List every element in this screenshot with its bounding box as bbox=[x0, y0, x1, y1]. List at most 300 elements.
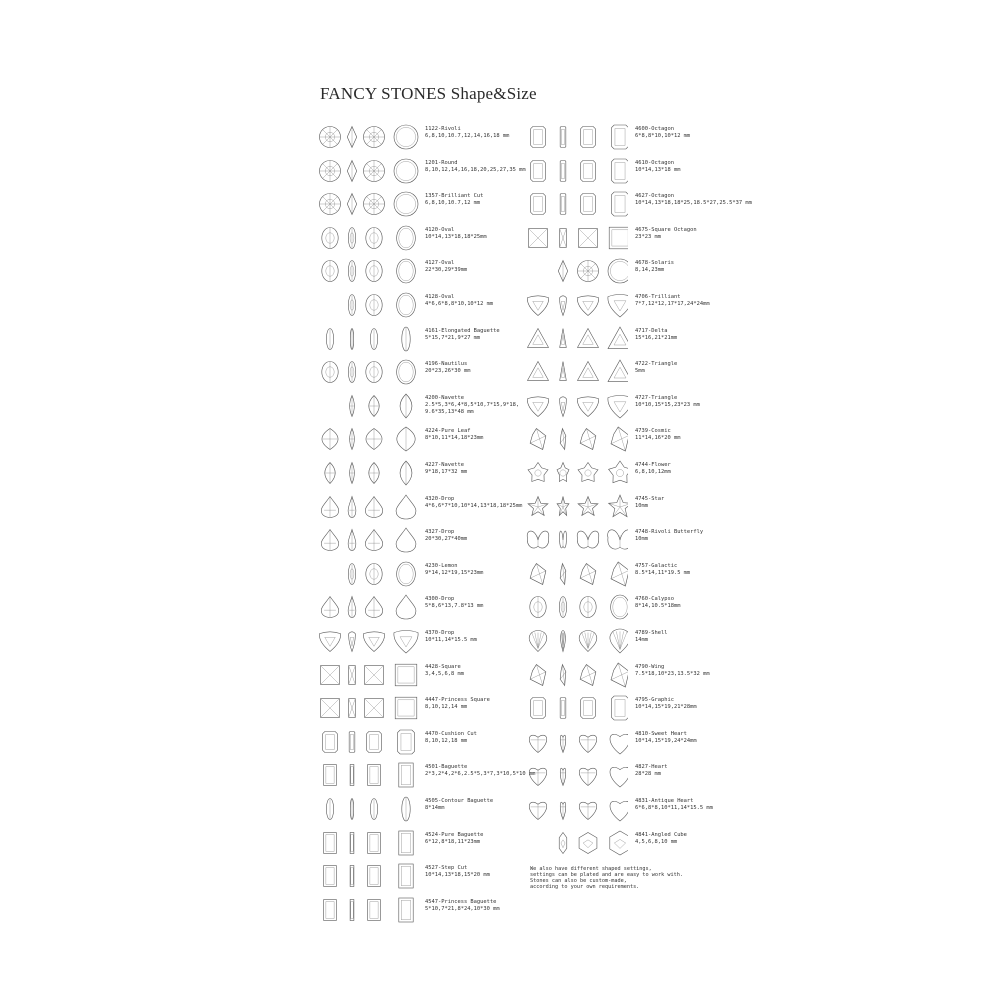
stone-code: 4227-Navette bbox=[425, 462, 464, 468]
stone-view bbox=[397, 226, 416, 250]
stone-label bbox=[635, 832, 687, 846]
stone-shape-icon bbox=[520, 122, 628, 152]
stone-shape-icon bbox=[314, 324, 422, 354]
stone-view bbox=[397, 360, 416, 384]
stone-view bbox=[530, 597, 546, 618]
stone-view bbox=[531, 127, 546, 148]
stone-sizes: 10*14,15*19,24*24mm bbox=[635, 737, 697, 744]
stone-label bbox=[425, 260, 467, 274]
stone-code: 4831-Antique Heart bbox=[635, 798, 694, 804]
stone-view bbox=[348, 597, 356, 618]
stone-view bbox=[530, 429, 546, 450]
stone-view bbox=[322, 227, 338, 248]
stone-view bbox=[610, 831, 628, 855]
stone-code: 4370-Drop bbox=[425, 630, 455, 636]
stone-view bbox=[350, 866, 354, 887]
stone-view bbox=[324, 832, 337, 853]
stone-view bbox=[529, 228, 548, 247]
stone-view bbox=[610, 768, 628, 788]
stone-view bbox=[348, 362, 355, 383]
stone-view bbox=[394, 159, 418, 183]
stone-code: 4428-Square bbox=[425, 663, 461, 670]
stone-sizes: 10*10,15*15,23*23 mm bbox=[635, 401, 700, 408]
stone-view bbox=[608, 395, 628, 418]
stone-view bbox=[322, 362, 338, 383]
stone-view bbox=[350, 899, 354, 920]
stone-view bbox=[350, 832, 354, 853]
stone-view bbox=[578, 362, 599, 381]
stone-label bbox=[425, 395, 519, 416]
stone-view bbox=[612, 192, 628, 216]
stone-view bbox=[559, 832, 567, 853]
stone-code: 4675-Square Octagon bbox=[635, 226, 697, 233]
stone-code: 4547-Princess Baguette bbox=[425, 898, 497, 905]
stone-view bbox=[577, 296, 598, 316]
stone-view bbox=[609, 495, 628, 517]
stone-code: 4230-Lemon bbox=[425, 562, 458, 569]
stone-label bbox=[425, 294, 493, 308]
stone-label bbox=[425, 328, 500, 342]
stone-view bbox=[560, 802, 566, 819]
stone-shape-icon bbox=[314, 223, 422, 253]
stone-sizes: 8,10,12,18 mm bbox=[425, 737, 468, 744]
stone-view bbox=[399, 763, 413, 787]
stone-sizes: 10*14,13*18,18*25,18.5*27,25.5*37 mm bbox=[635, 200, 752, 207]
note-line: according to your own requirements. bbox=[530, 884, 640, 890]
stone-sizes: 8,14,23mm bbox=[635, 267, 665, 274]
stone-sizes: 8.5*14,11*19.5 mm bbox=[635, 569, 691, 576]
stone-code: 4745-Star bbox=[635, 495, 665, 502]
stone-view bbox=[527, 531, 549, 548]
stone-code: 1357-Brilliant Cut bbox=[425, 193, 484, 200]
stone-view bbox=[528, 328, 549, 347]
stone-sizes: 5mm bbox=[635, 368, 645, 375]
stone-view bbox=[612, 696, 628, 720]
stone-view bbox=[581, 194, 596, 215]
stone-view bbox=[326, 799, 333, 820]
stone-sizes: 4,5,6,8,10 mm bbox=[635, 838, 678, 845]
stone-view bbox=[397, 259, 416, 283]
stone-view bbox=[369, 395, 379, 416]
stone-view bbox=[366, 227, 382, 248]
stone-label bbox=[635, 126, 690, 140]
stone-view bbox=[560, 735, 566, 752]
stone-view bbox=[560, 127, 566, 148]
stone-view bbox=[364, 194, 385, 215]
stone-view bbox=[320, 127, 341, 148]
stone-label bbox=[635, 697, 697, 711]
stone-view bbox=[396, 528, 416, 552]
stone-view bbox=[350, 429, 355, 450]
stone-shape-icon bbox=[314, 256, 422, 286]
stone-view bbox=[321, 496, 338, 517]
stone-shape-icon bbox=[520, 290, 628, 320]
stone-view bbox=[324, 765, 337, 786]
stone-view bbox=[527, 296, 548, 316]
stone-view bbox=[399, 864, 413, 888]
stone-code: 4810-Sweet Heart bbox=[635, 730, 687, 737]
stone-code: 4447-Princess Square bbox=[425, 697, 490, 704]
stone-shape-icon bbox=[520, 828, 628, 858]
stone-shape-icon bbox=[314, 861, 422, 891]
stone-sizes: 11*14,16*20 mm bbox=[635, 435, 681, 442]
stone-view bbox=[365, 665, 384, 684]
stone-view bbox=[402, 797, 410, 821]
stone-sizes: 10*14,13*18,15*20 mm bbox=[425, 872, 490, 879]
stone-shape-icon bbox=[520, 559, 628, 589]
stone-sizes: 2*3,2*4,2*6,2.5*5,3*7,3*10,5*10 mm bbox=[425, 771, 536, 778]
stone-code: 4527-Step Cut bbox=[425, 865, 468, 872]
stone-view bbox=[560, 296, 567, 316]
stone-view bbox=[580, 664, 596, 685]
stone-view bbox=[611, 562, 628, 586]
stone-code: 4790-Wing bbox=[635, 663, 665, 670]
stone-label bbox=[635, 328, 677, 342]
stone-view bbox=[347, 127, 356, 148]
stone-shape-icon bbox=[314, 458, 422, 488]
stone-view bbox=[579, 802, 596, 819]
custom-note bbox=[530, 866, 683, 890]
note-line: settings can be plated and are easy to work with. bbox=[530, 872, 684, 878]
stone-label bbox=[425, 865, 490, 879]
stone-code: 4327-Drop bbox=[425, 529, 455, 536]
stone-sizes: 10mm bbox=[635, 502, 648, 509]
stone-sizes: 20*23,26*30 mm bbox=[425, 368, 471, 375]
stone-view bbox=[368, 832, 381, 853]
stone-label bbox=[635, 160, 680, 174]
stone-label bbox=[635, 731, 697, 745]
stone-view bbox=[578, 328, 599, 347]
stone-shape-icon bbox=[520, 156, 628, 186]
stone-shape-icon bbox=[314, 760, 422, 790]
stone-sizes: 7.5*18,10*23,13.5*32 mm bbox=[635, 670, 710, 677]
stone-sizes: 6*6,8*8,10*11,14*15.5 mm bbox=[635, 805, 713, 811]
stone-view bbox=[577, 397, 598, 417]
stone-code: 1122-Rivoli bbox=[425, 126, 461, 132]
stone-view bbox=[560, 698, 566, 719]
stone-code: 4120-Oval bbox=[425, 226, 455, 233]
stone-view bbox=[611, 427, 628, 451]
stone-view bbox=[560, 362, 567, 381]
stone-view bbox=[557, 496, 569, 515]
stone-shape-icon bbox=[314, 559, 422, 589]
stone-code: 4470-Cushion Cut bbox=[425, 730, 477, 737]
stone-view bbox=[608, 327, 628, 349]
stone-sizes: 9*14,12*19,15*23mm bbox=[425, 569, 484, 576]
stone-shape-icon bbox=[314, 525, 422, 555]
stone-label bbox=[425, 529, 467, 543]
stone-view bbox=[394, 125, 418, 149]
stone-view bbox=[395, 697, 417, 719]
stone-sizes: 8*14,10.5*18mm bbox=[635, 603, 681, 610]
stone-view bbox=[560, 160, 566, 181]
stone-view bbox=[610, 629, 628, 653]
stone-code: 4610-Octagon bbox=[635, 159, 674, 166]
stone-shape-icon bbox=[520, 223, 628, 253]
stone-view bbox=[350, 463, 355, 484]
stone-label bbox=[635, 428, 680, 442]
stone-code: 4722-Triangle bbox=[635, 361, 678, 368]
stone-view bbox=[529, 769, 546, 786]
stone-sizes: 6*8,8*10,10*12 mm bbox=[635, 133, 691, 139]
stone-sizes: 10*14,15*19,21*28mm bbox=[635, 704, 697, 711]
stone-view bbox=[394, 631, 418, 654]
stone-sizes: 4*6,6*7*10,10*14,13*18,18*25mm bbox=[425, 502, 523, 509]
stone-view bbox=[611, 663, 628, 687]
stone-view bbox=[608, 259, 628, 283]
stone-shape-icon bbox=[520, 592, 628, 622]
stone-view bbox=[399, 831, 413, 855]
stone-view bbox=[560, 429, 566, 450]
stone-view bbox=[349, 665, 356, 684]
stone-label bbox=[425, 832, 483, 846]
note-line: Stones can also be custom-made, bbox=[530, 878, 627, 884]
stone-shape-icon bbox=[314, 357, 422, 387]
stone-view bbox=[608, 530, 628, 549]
stone-code: 4789-Shell bbox=[635, 630, 668, 636]
stone-label bbox=[635, 395, 700, 409]
stone-label bbox=[635, 563, 690, 577]
stone-view bbox=[397, 562, 416, 586]
stone-label bbox=[425, 126, 509, 140]
stone-code: 4600-Octagon bbox=[635, 126, 674, 132]
stone-label bbox=[425, 596, 483, 610]
stone-view bbox=[348, 496, 356, 517]
stone-label bbox=[425, 798, 493, 812]
stone-view bbox=[367, 731, 382, 752]
stone-label bbox=[425, 160, 526, 174]
stone-code: 4841-Angled Cube bbox=[635, 831, 687, 838]
stone-view bbox=[580, 429, 596, 450]
stone-view bbox=[581, 160, 596, 181]
stone-code: 4161-Elongated Baguette bbox=[425, 327, 500, 334]
stone-shape-icon bbox=[520, 391, 628, 421]
stone-label bbox=[635, 361, 677, 375]
stone-shape-icon bbox=[314, 122, 422, 152]
stone-sizes: 8*10,11*14,18*23mm bbox=[425, 435, 484, 442]
stone-view bbox=[560, 664, 566, 685]
stone-view bbox=[531, 194, 546, 215]
stone-label bbox=[425, 630, 477, 644]
stone-view bbox=[578, 496, 598, 515]
stone-shape-icon bbox=[520, 256, 628, 286]
stone-code: 4706-Trilliant bbox=[635, 294, 681, 300]
stone-view bbox=[368, 866, 381, 887]
stone-shape-icon bbox=[520, 794, 628, 824]
stone-view bbox=[557, 463, 569, 482]
stone-code: 4200-Navette bbox=[425, 394, 464, 401]
stone-view bbox=[366, 362, 382, 383]
stone-sizes: 10*14,13*18,18*25mm bbox=[425, 233, 487, 240]
stone-sizes: 14mm bbox=[635, 637, 648, 643]
stone-code: 4739-Cosmic bbox=[635, 428, 671, 435]
stone-view bbox=[368, 765, 381, 786]
stone-label bbox=[425, 361, 470, 375]
stone-view bbox=[368, 899, 381, 920]
stone-code: 4224-Pure Leaf bbox=[425, 428, 471, 435]
stone-view bbox=[366, 295, 382, 316]
stone-view bbox=[366, 261, 382, 282]
stone-label bbox=[425, 731, 477, 745]
stone-sizes: 6,8,10,10.7,12 mm bbox=[425, 200, 481, 207]
stone-view bbox=[323, 731, 338, 752]
stone-label bbox=[635, 596, 680, 610]
stone-view bbox=[321, 597, 338, 618]
stone-shape-icon bbox=[314, 290, 422, 320]
stone-view bbox=[348, 227, 355, 248]
stone-label bbox=[635, 462, 671, 476]
stone-view bbox=[324, 899, 337, 920]
note-line: We also have different shaped settings, bbox=[530, 866, 652, 872]
stone-view bbox=[363, 632, 384, 652]
stone-shape-icon bbox=[520, 525, 628, 555]
stone-view bbox=[530, 563, 546, 584]
stone-label bbox=[425, 563, 483, 577]
stone-view bbox=[580, 597, 596, 618]
stone-code: 4827-Heart bbox=[635, 764, 668, 771]
stone-label bbox=[635, 496, 664, 510]
stone-view bbox=[560, 769, 566, 786]
stone-sizes: 23*23 mm bbox=[635, 233, 661, 240]
stone-view bbox=[579, 735, 596, 752]
stone-sizes: 2.5*5,3*6,4*8,5*10,7*15,9*18, bbox=[425, 401, 520, 408]
stone-view bbox=[394, 192, 418, 216]
stone-view bbox=[579, 228, 598, 247]
stone-view bbox=[399, 898, 413, 922]
stone-shape-icon bbox=[314, 626, 422, 656]
stone-view bbox=[581, 698, 596, 719]
stone-view bbox=[529, 631, 547, 652]
stone-code: 4505-Contour Baguette bbox=[425, 798, 494, 804]
stone-code: 4744-Flower bbox=[635, 462, 671, 468]
stone-sizes: 7*7,12*12,17*17,24*24mm bbox=[635, 301, 710, 307]
stone-label bbox=[425, 697, 490, 711]
stone-sizes: 6,8,10,12mm bbox=[635, 469, 671, 475]
stone-label bbox=[425, 462, 467, 476]
stone-view bbox=[321, 699, 340, 718]
stone-view bbox=[365, 699, 384, 718]
stone-label bbox=[635, 260, 674, 274]
stone-view bbox=[560, 228, 567, 247]
stone-view bbox=[579, 832, 597, 853]
stone-view bbox=[369, 463, 379, 484]
stone-view bbox=[528, 463, 548, 482]
stone-shape-icon bbox=[520, 693, 628, 723]
stone-view bbox=[609, 461, 628, 483]
stone-view bbox=[396, 595, 416, 619]
stone-code: 4524-Pure Baguette bbox=[425, 831, 484, 838]
stone-view bbox=[395, 664, 417, 686]
stone-shape-icon bbox=[520, 424, 628, 454]
stone-view bbox=[347, 194, 356, 215]
stone-view bbox=[349, 699, 356, 718]
stone-sizes: 3,4,5,6,8 mm bbox=[425, 670, 464, 677]
stone-shape-icon bbox=[314, 727, 422, 757]
stone-view bbox=[578, 463, 598, 482]
stone-view bbox=[528, 362, 549, 381]
stone-view bbox=[347, 160, 356, 181]
stone-label bbox=[425, 227, 487, 241]
stone-view bbox=[577, 531, 599, 548]
stone-shape-icon bbox=[520, 189, 628, 219]
stone-label bbox=[635, 529, 703, 543]
stone-view bbox=[560, 397, 567, 417]
stone-view bbox=[322, 261, 338, 282]
stone-sizes: 6,8,10,10.7,12,14,16,18 mm bbox=[425, 133, 510, 139]
stone-view bbox=[609, 227, 628, 249]
stone-view bbox=[321, 530, 338, 551]
stone-view bbox=[325, 463, 335, 484]
stone-shape-icon bbox=[520, 626, 628, 656]
stone-view bbox=[366, 429, 382, 450]
stone-sizes: 8,10,12,14 mm bbox=[425, 704, 468, 711]
stone-code: 4678-Solaris bbox=[635, 260, 674, 267]
stone-shape-icon bbox=[520, 760, 628, 790]
stone-shape-icon bbox=[520, 660, 628, 690]
stone-view bbox=[528, 496, 548, 515]
stone-view bbox=[324, 866, 337, 887]
stone-view bbox=[560, 563, 566, 584]
stone-code: 4627-Octagon bbox=[635, 193, 674, 200]
stone-sizes: 15*16,21*21mm bbox=[635, 334, 678, 341]
stone-label bbox=[635, 764, 667, 778]
stone-view bbox=[364, 160, 385, 181]
stone-shape-icon bbox=[314, 794, 422, 824]
stone-view bbox=[560, 328, 567, 347]
stone-view bbox=[559, 597, 566, 618]
stone-shape-icon bbox=[520, 357, 628, 387]
stone-view bbox=[350, 765, 354, 786]
stone-code: 4727-Triangle bbox=[635, 394, 678, 401]
stone-view bbox=[321, 665, 340, 684]
stone-view bbox=[612, 159, 628, 183]
stone-label bbox=[425, 764, 535, 778]
stone-view bbox=[349, 731, 355, 752]
stone-label bbox=[425, 664, 464, 678]
stone-shape-icon bbox=[520, 492, 628, 522]
stone-view bbox=[397, 427, 415, 451]
stone-view bbox=[366, 563, 382, 584]
stone-view bbox=[396, 495, 416, 519]
stone-label bbox=[635, 664, 710, 678]
stone-sizes: 5*10,7*21,8*24,10*30 mm bbox=[425, 905, 500, 912]
stone-shape-icon bbox=[314, 189, 422, 219]
stone-view bbox=[350, 799, 353, 820]
stone-view bbox=[365, 597, 382, 618]
stone-view bbox=[350, 395, 355, 416]
stone-label bbox=[425, 496, 522, 510]
stone-code: 4795-Graphic bbox=[635, 697, 674, 704]
stone-label bbox=[635, 630, 667, 644]
stone-view bbox=[560, 531, 567, 548]
stone-view bbox=[320, 194, 341, 215]
stone-shape-icon bbox=[314, 592, 422, 622]
stone-view bbox=[320, 160, 341, 181]
stone-view bbox=[608, 360, 628, 382]
stone-view bbox=[527, 397, 548, 417]
stone-shape-icon bbox=[314, 156, 422, 186]
stone-shape-icon bbox=[314, 693, 422, 723]
stone-view bbox=[322, 429, 338, 450]
stone-shape-icon bbox=[314, 492, 422, 522]
stone-sizes: 5*15,7*21,9*27 mm bbox=[425, 334, 481, 341]
stone-view bbox=[365, 496, 382, 517]
stone-sizes: 22*30,29*39mm bbox=[425, 267, 468, 274]
stone-view bbox=[561, 631, 566, 652]
stone-view bbox=[348, 563, 355, 584]
stone-view bbox=[612, 125, 628, 149]
stone-code: 4128-Oval bbox=[425, 294, 455, 300]
